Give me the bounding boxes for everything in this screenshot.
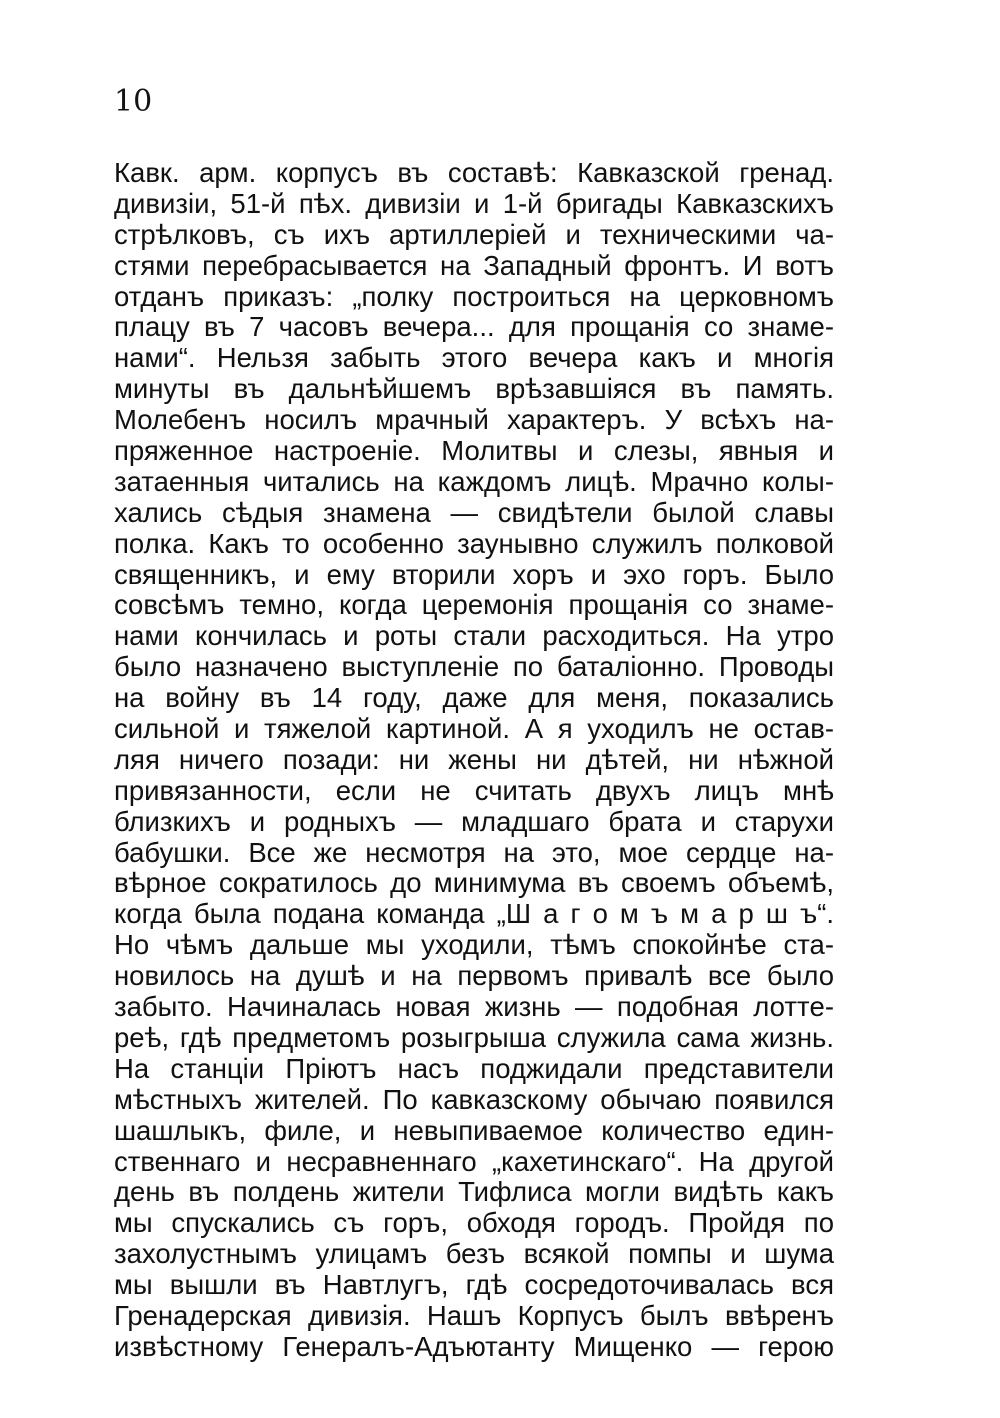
text-line: ственнаго и несравненнаго „кахетинскаго“. На другой (114, 1145, 834, 1177)
text-line: нами кончилась и роты стали расходиться. На утро (114, 620, 834, 652)
text-line: отданъ приказъ: „полку построиться на церковномъ (114, 280, 834, 312)
text-line: мы вышли въ Навтлугъ, гдѣ сосредоточивалась вся (114, 1269, 834, 1301)
text-line: когда была подана команда „Ш а г о м ъ м а р ш ъ“. (114, 898, 834, 930)
page-number: 10 (114, 84, 153, 119)
text-line: Кавк. арм. корпусъ въ составѣ: Кавказской гренад. (114, 157, 834, 188)
text-line: день въ полдень жители Тифлиса могли видѣть какъ (114, 1176, 834, 1208)
text-line: шашлыкъ, филе, и невыпиваемое количество един- (114, 1114, 834, 1146)
text-line: хались сѣдыя знамена — свидѣтели былой славы (114, 496, 834, 528)
text-line: близкихъ и родныхъ — младшаго брата и старухи (114, 805, 834, 837)
text-line: мы спускались съ горъ, обходя городъ. Пройдя по (114, 1207, 834, 1239)
text-line: захолустнымъ улицамъ безъ всякой помпы и шума (114, 1238, 834, 1270)
text-line: минуты въ дальнѣйшемъ врѣзавшіяся въ память. (114, 373, 834, 405)
text-line: новилось на душѣ и на первомъ привалѣ все было (114, 960, 834, 992)
text-line: дивизіи, 51-й пѣх. дивизіи и 1-й бригады Кавказскихъ (114, 187, 834, 219)
text-line: Молебенъ носилъ мрачный характеръ. У всѣхъ на- (114, 404, 834, 436)
text-line: вѣрное сократилось до минимума въ своемъ объемѣ, (114, 867, 834, 899)
text-line: стрѣлковъ, съ ихъ артиллеріей и техническими ча- (114, 218, 834, 250)
text-line: Но чѣмъ дальше мы уходили, тѣмъ спокойнѣе ста- (114, 929, 834, 961)
text-line: привязанности, если не считать двухъ лицъ мнѣ (114, 774, 834, 806)
text-line: затаенныя читались на каждомъ лицѣ. Мрачно колы- (114, 465, 834, 497)
text-line: На станціи Пріютъ насъ поджидали представители (114, 1052, 834, 1084)
text-line: ляя ничего позади: ни жены ни дѣтей, ни нѣжной (114, 743, 834, 775)
text-line: реѣ, гдѣ предметомъ розыгрыша служила сама жизнь. (114, 1021, 834, 1053)
text-line: совсѣмъ темно, когда церемонія прощанія со знаме- (114, 589, 834, 621)
text-line: пряженное настроеніе. Молитвы и слезы, явныя и (114, 435, 834, 467)
text-line: полка. Какъ то особенно заунывно служилъ полковой (114, 527, 834, 559)
text-line: бабушки. Все же несмотря на это, мое сердце на- (114, 836, 834, 868)
text-line: нами“. Нельзя забыть этого вечера какъ и многія (114, 342, 834, 374)
text-line: мѣстныхъ жителей. По кавказскому обычаю появился (114, 1083, 834, 1115)
text-line: было назначено выступленіе по баталіонно. Проводы (114, 651, 834, 683)
text-line: на войну въ 14 году, даже для меня, показались (114, 682, 834, 714)
text-line: Гренадерская дивизія. Нашъ Корпусъ былъ ввѣренъ (114, 1299, 834, 1331)
text-line: плацу въ 7 часовъ вечера... для прощанія со знаме- (114, 311, 834, 343)
text-line: сильной и тяжелой картиной. А я уходилъ не остав- (114, 713, 834, 745)
text-line: стями перебрасывается на Западный фронтъ. И вотъ (114, 249, 834, 281)
body-text (114, 158, 834, 1363)
text-line: священникъ, и ему вторили хоръ и эхо горъ. Было (114, 558, 834, 590)
text-line: извѣстному Генералъ-Адъютанту Мищенко — герою (114, 1330, 834, 1362)
text-line: забыто. Начиналась новая жизнь — подобная лоттe- (114, 991, 834, 1023)
